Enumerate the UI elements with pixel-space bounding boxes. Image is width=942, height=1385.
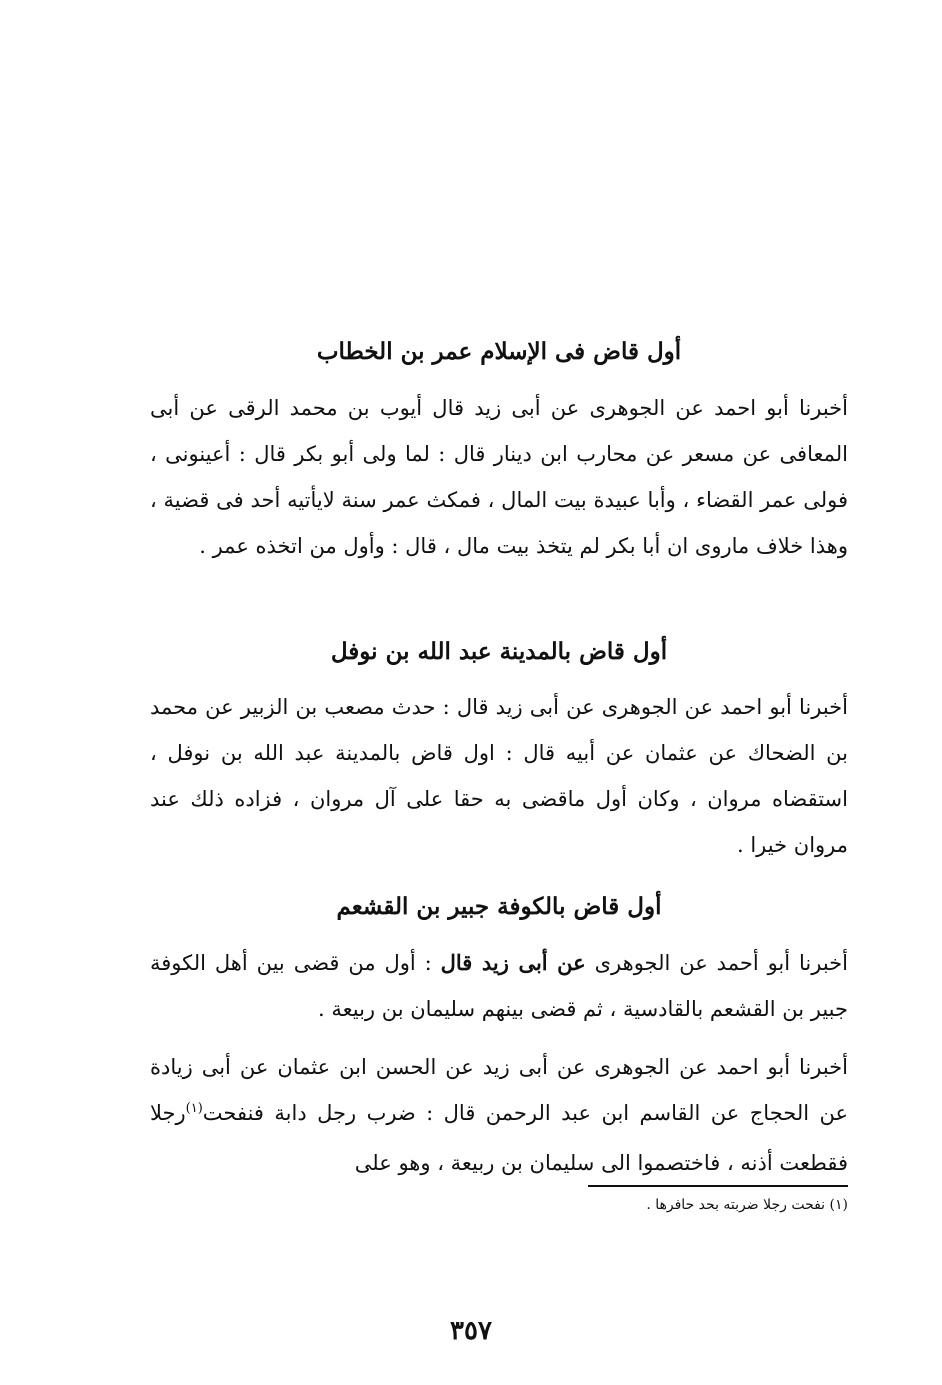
paragraph-kufa-dispute (150, 1044, 848, 1186)
paragraph-text-start: أخبرنا أبو أحمد عن الجوهرى (585, 951, 848, 975)
page-number: ٣٥٧ (450, 1316, 492, 1346)
paragraph-bold-phrase: عن أبى زيد قال (440, 950, 586, 975)
section-heading-first-judge-kufa: أول قاض بالكوفة جبير بن القشعم (336, 893, 662, 920)
paragraph-text-end: رجلا فقطعت أذنه ، فاختصموا الى سليمان بن ربيعة ، وهو على (150, 1101, 848, 1175)
section-heading-first-judge-madina: أول قاض بالمدينة عبد الله بن نوفل (330, 638, 668, 665)
footnote: (١) نفحت رجلا ضربته بحد حافرها . (646, 1197, 848, 1213)
paragraph-text-start: أخبرنا أبو احمد عن الجوهرى عن أبى زيد عن الحسن ابن عثمان عن أبى زيادة عن الحجاج عن القاسم ابن عبد الرحمن قال : ضرب رجل دابة فنفحت (150, 1055, 848, 1125)
paragraph-first-judge-kufa (150, 940, 848, 1032)
footnote-reference: (١) (185, 1101, 203, 1116)
footnote-divider (588, 1185, 848, 1187)
paragraph-text-end: : أول من قضى بين أهل الكوفة جبير بن القشعم بالقادسية ، ثم قضى بينهم سليمان بن ربيعة . (150, 951, 848, 1021)
section-heading-first-judge-islam: أول قاض فى الإسلام عمر بن الخطاب (316, 338, 682, 365)
paragraph-first-judge-islam: أخبرنا أبو احمد عن الجوهرى عن أبى زيد قال أيوب بن محمد الرقى عن أبى المعافى عن مسعر عن محارب ابن دينار قال : لما ولى أبو بكر قال : أعينونى ، فولى عمر القضاء ، وأبا عبيدة بيت المال ، فمكث عمر سنة لايأتيه أحد فى قضية ، وهذا خلاف ماروى ان أبا بكر لم يتخذ بيت مال ، قال : وأول من اتخذه عمر . (150, 396, 848, 558)
paragraph-first-judge-madina: أخبرنا أبو احمد عن الجوهرى عن أبى زيد قال : حدث مصعب بن الزبير عن محمد بن الضحاك عن عثمان عن أبيه قال : اول قاض بالمدينة عبد الله بن نوفل ، استقضاه مروان ، وكان أول ماقضى به حقا على آل مروان ، فزاده ذلك عند مروان خيرا . (150, 695, 848, 857)
